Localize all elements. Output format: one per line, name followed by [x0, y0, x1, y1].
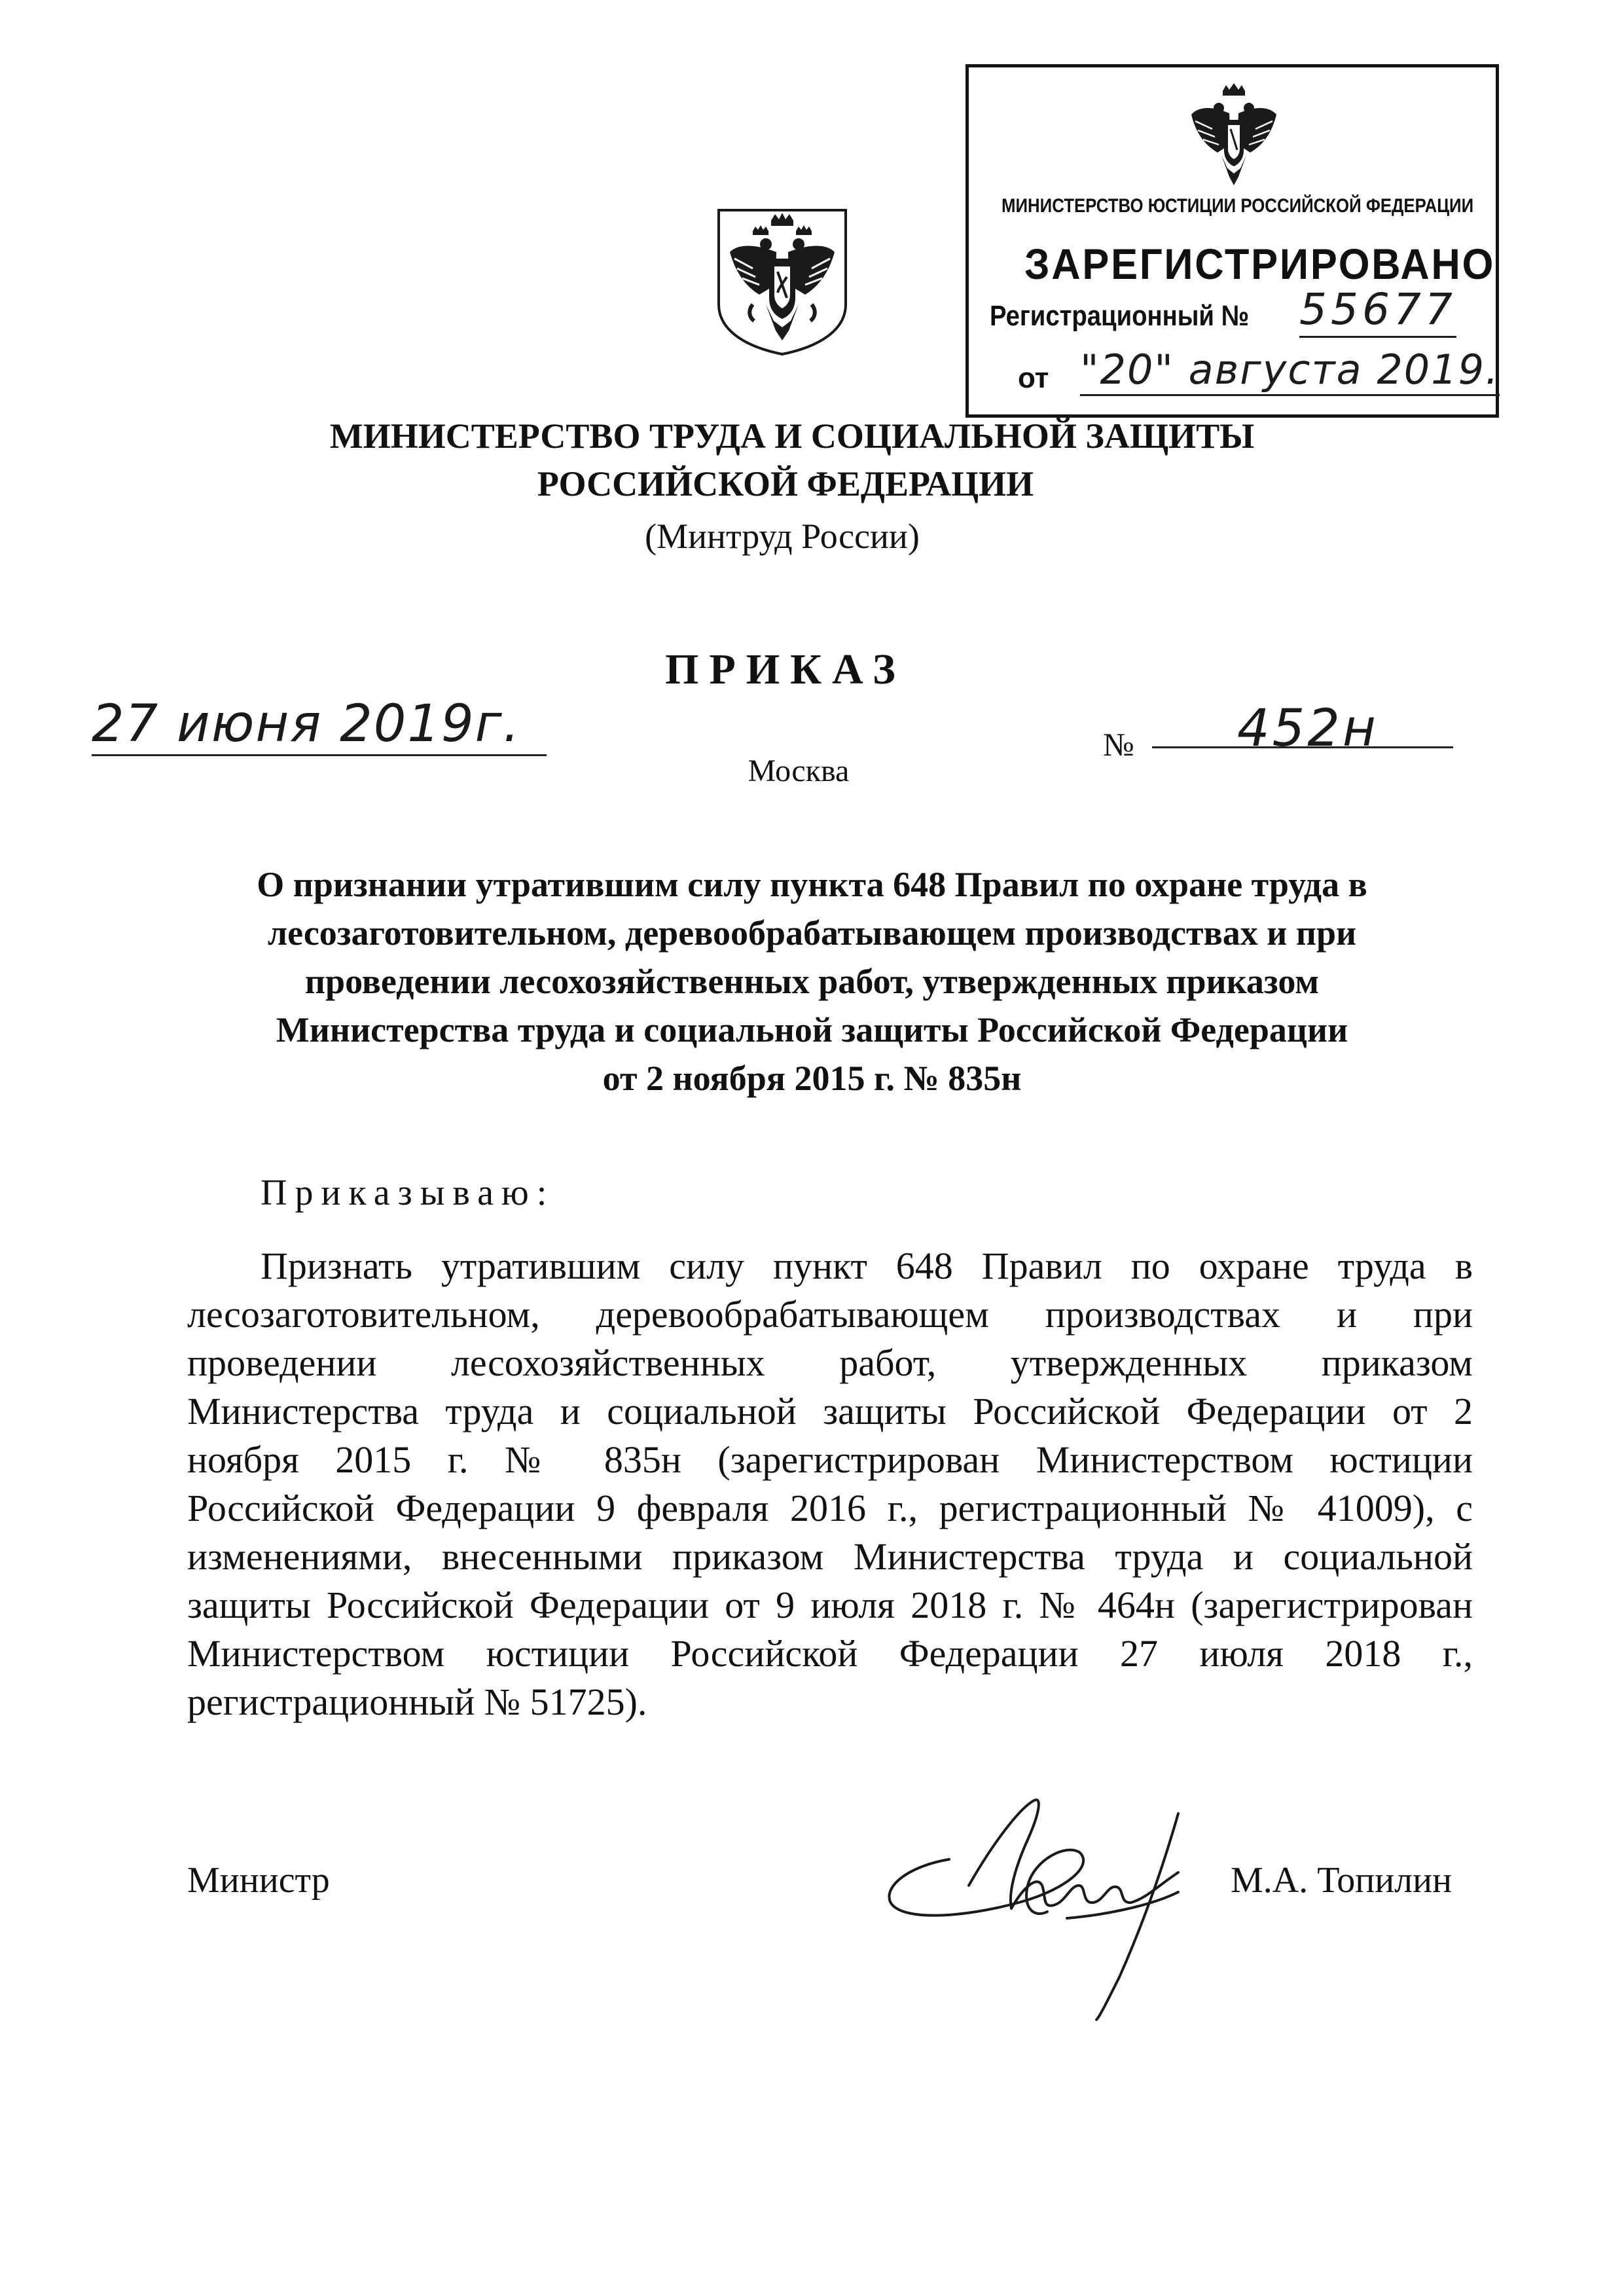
order-date-handwritten: 27 июня 2019г.: [92, 694, 547, 756]
stamp-from-label: от: [1018, 362, 1049, 394]
order-verb: Приказываю:: [261, 1173, 555, 1213]
subject-line: Министерства труда и социальной защиты Российской Федерации: [276, 1010, 1348, 1049]
body-line: Министерством юстиции Российской Федерации 27 июля 2018 г.,: [187, 1632, 1473, 1675]
stamp-registration-number: 55677: [1299, 283, 1456, 338]
subject-line: проведении лесохозяйственных работ, утвержденных приказом: [304, 962, 1320, 1001]
order-number-handwritten: 452н: [1237, 699, 1379, 758]
handwritten-signature-icon: [871, 1787, 1250, 2023]
subject-line: лесозаготовительном, деревообрабатывающем производствах и при: [267, 913, 1357, 953]
number-sign: №: [1103, 726, 1134, 763]
signatory-title: Министр: [187, 1860, 330, 1901]
ministry-short-name: (Минтруд России): [645, 517, 920, 556]
stamp-regnum-label: Регистрационный №: [990, 300, 1250, 332]
ministry-name-line1: МИНИСТЕРСТВО ТРУДА И СОЦИАЛЬНОЙ ЗАЩИТЫ: [329, 416, 1255, 456]
body-line: Министерства труда и социальной защиты Российской Федерации от 2: [187, 1390, 1473, 1432]
subject-line: О признании утратившим силу пункта 648 Правил по охране труда в: [257, 865, 1367, 904]
stamp-registered-label: ЗАРЕГИСТРИРОВАНО: [1024, 240, 1496, 288]
body-line: изменениями, внесенными приказом Министерства труда и социальной: [187, 1535, 1473, 1578]
subject-line: от 2 ноября 2015 г. № 835н: [602, 1059, 1022, 1098]
body-line: регистрационный № 51725).: [187, 1681, 647, 1723]
body-line: защиты Российской Федерации от 9 июля 2018 г. № 464н (зарегистрирован: [187, 1584, 1473, 1626]
registration-stamp: [965, 64, 1499, 418]
body-line: лесозаготовительном, деревообрабатывающем производствах и при: [187, 1293, 1473, 1336]
body-line: Признать утратившим силу пункт 648 Правил по охране труда в: [261, 1245, 1473, 1287]
russian-coat-of-arms-icon: [713, 206, 851, 357]
stamp-registration-date: "20" августа 2019.: [1080, 346, 1500, 396]
stamp-ministry-name: МИНИСТЕРСТВО ЮСТИЦИИ РОССИЙСКОЙ ФЕДЕРАЦИИ: [1001, 195, 1474, 217]
body-line: проведении лесохозяйственных работ, утвержденных приказом: [187, 1341, 1473, 1384]
russian-coat-of-arms-icon: [1185, 82, 1283, 193]
ministry-name-line2: РОССИЙСКОЙ ФЕДЕРАЦИИ: [537, 464, 1034, 503]
body-line: Российской Федерации 9 февраля 2016 г., регистрационный № 41009), с: [187, 1487, 1473, 1529]
city: Москва: [748, 754, 850, 788]
document-title: ПРИКАЗ: [665, 646, 906, 693]
body-line: ноября 2015 г. № 835н (зарегистрирован Министерством юстиции: [187, 1438, 1473, 1481]
signatory-name: М.А. Топилин: [1231, 1860, 1453, 1901]
